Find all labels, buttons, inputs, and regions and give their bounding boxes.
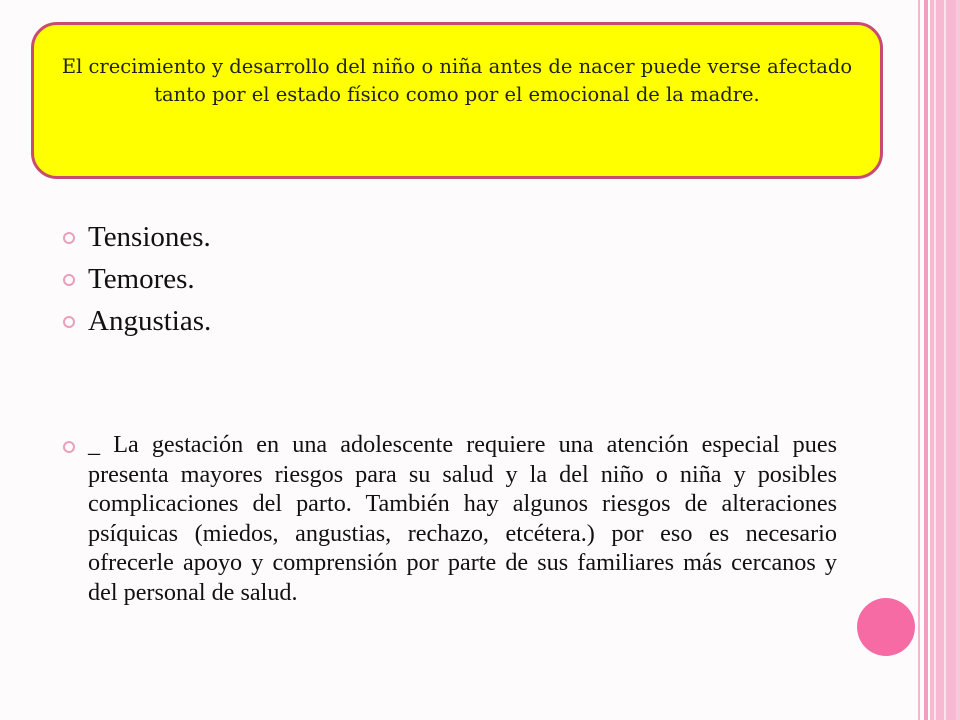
bullet-item bbox=[60, 300, 840, 342]
title-box bbox=[31, 22, 883, 179]
bullet-circle-icon bbox=[63, 274, 75, 286]
bullet-text: Angustias. bbox=[88, 305, 212, 337]
title-text: El crecimiento y desarrollo del niño o niña antes de nacer puede verse afectado tanto por el estado físico como por el emocional de la madre. bbox=[61, 55, 853, 106]
bullet-text: Temores. bbox=[88, 263, 195, 295]
bullet-circle-icon bbox=[63, 441, 75, 453]
bullet-circle-icon bbox=[63, 316, 75, 328]
paragraph-text: _ La gestación en una adolescente requiere una atención especial pues presenta mayores riesgos para su salud y la del niño o niña y posibles complicaciones del parto. También hay algunos riesgos de alteraciones psíquicas (miedos, angustias, rechazo, etcétera.) por eso es necesario ofrecerle apoyo y comprensión por parte de sus familiares más cercanos y del personal de salud. bbox=[88, 431, 837, 606]
side-stripe bbox=[924, 0, 928, 720]
bullet-text: Tensiones. bbox=[88, 221, 211, 253]
side-stripe bbox=[944, 0, 946, 720]
paragraph-block bbox=[60, 430, 837, 607]
side-stripe bbox=[956, 0, 960, 720]
pink-circle-decoration bbox=[857, 598, 915, 656]
side-stripe bbox=[918, 0, 920, 720]
bullet-list bbox=[60, 216, 840, 342]
bullet-circle-icon bbox=[63, 232, 75, 244]
side-stripe bbox=[934, 0, 936, 720]
bullet-item bbox=[60, 258, 840, 300]
bullet-item bbox=[60, 216, 840, 258]
